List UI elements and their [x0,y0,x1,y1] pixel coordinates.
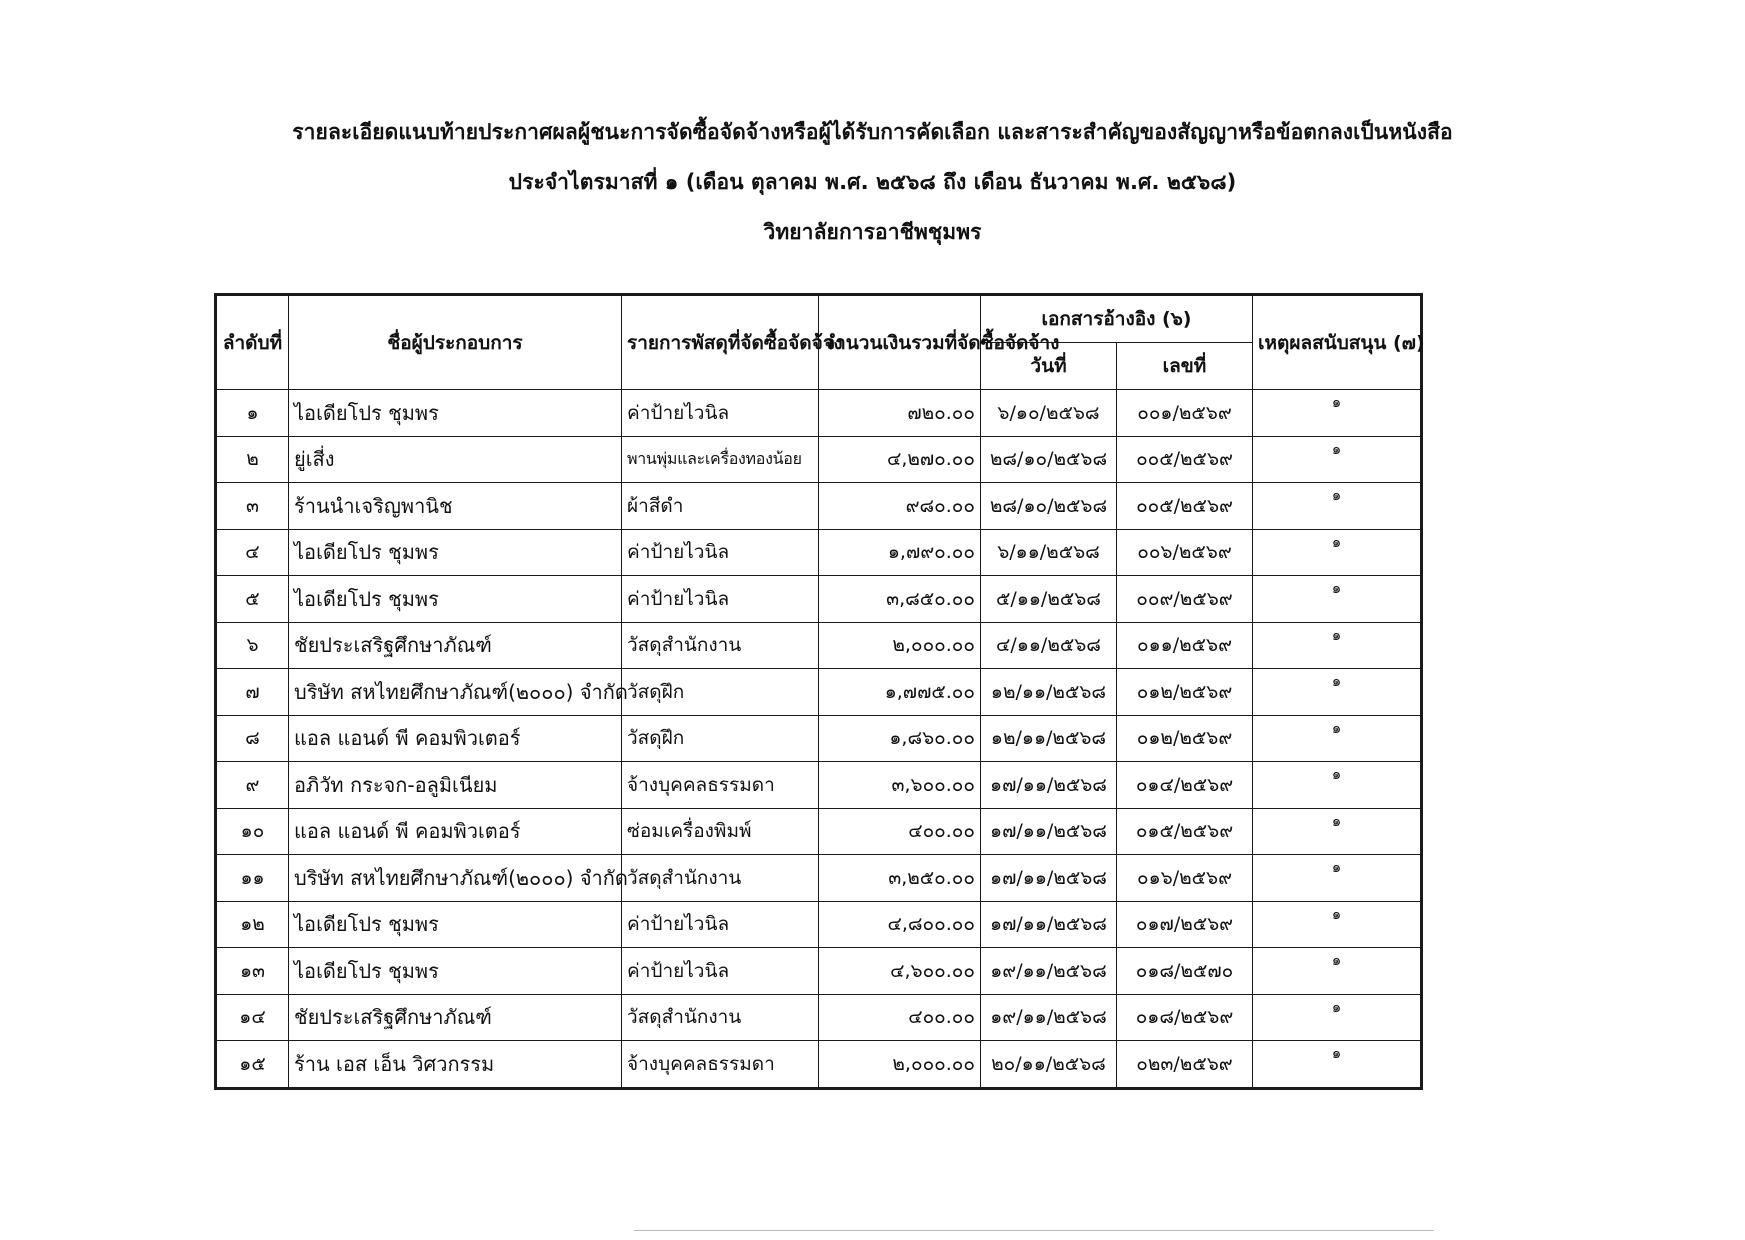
table-row [216,576,1422,623]
row-reason: ๑ [1253,390,1422,437]
row-seq: ๑๔ [216,994,289,1041]
procurement-table [214,293,1423,1090]
row-reason: ๑ [1253,901,1422,948]
row-number: ๐๑๕/๒๕๖๙ [1117,808,1253,855]
row-date: ๑๗/๑๑/๒๕๖๘ [981,808,1117,855]
footer-rule [634,1230,1434,1231]
table-row [216,948,1422,995]
table-row [216,529,1422,576]
row-item: ค่าป้ายไวนิล [622,948,819,995]
row-vendor: แอล แอนด์ พี คอมพิวเตอร์ [289,715,622,762]
row-item: ค่าป้ายไวนิล [622,901,819,948]
row-number: ๐๐๖/๒๕๖๙ [1117,529,1253,576]
row-item: วัสดุฝึก [622,669,819,716]
row-item: ค่าป้ายไวนิล [622,529,819,576]
row-item: จ้างบุคคลธรรมดา [622,1041,819,1089]
row-item: ผ้าสีดำ [622,483,819,530]
document-period: ประจำไตรมาสที่ ๑ (เดือน ตุลาคม พ.ศ. ๒๕๖๘ ถึง เดือน ธันวาคม พ.ศ. ๒๕๖๘) [508,170,1237,194]
row-seq: ๑๑ [216,855,289,902]
row-amount: ๔๐๐.๐๐ [819,994,981,1041]
row-amount: ๙๘๐.๐๐ [819,483,981,530]
row-vendor: ร้านนำเจริญพานิช [289,483,622,530]
row-date: ๑๗/๑๑/๒๕๖๘ [981,762,1117,809]
row-amount: ๔,๖๐๐.๐๐ [819,948,981,995]
row-seq: ๓ [216,483,289,530]
row-item: ค่าป้ายไวนิล [622,390,819,437]
row-item: ค่าป้ายไวนิล [622,576,819,623]
row-vendor: บริษัท สหไทยศึกษาภัณฑ์(๒๐๐๐) จำกัด [289,669,622,716]
row-date: ๖/๑๑/๒๕๖๘ [981,529,1117,576]
column-header-seq: ลำดับที่ [216,295,289,390]
row-number: ๐๑๘/๒๕๖๙ [1117,994,1253,1041]
row-date: ๑๗/๑๑/๒๕๖๘ [981,901,1117,948]
row-vendor: อภิวัท กระจก-อลูมิเนียม [289,762,622,809]
row-amount: ๒,๐๐๐.๐๐ [819,622,981,669]
row-amount: ๓,๒๕๐.๐๐ [819,855,981,902]
table-row [216,994,1422,1041]
row-date: ๑๒/๑๑/๒๕๖๘ [981,715,1117,762]
row-seq: ๑ [216,390,289,437]
row-item: วัสดุสำนักงาน [622,994,819,1041]
row-amount: ๑,๗๗๕.๐๐ [819,669,981,716]
row-amount: ๗๒๐.๐๐ [819,390,981,437]
table-row [216,901,1422,948]
column-header-vendor: ชื่อผู้ประกอบการ [289,295,622,390]
row-number: ๐๑๒/๒๕๖๙ [1117,669,1253,716]
table-row [216,715,1422,762]
row-item: วัสดุฝึก [622,715,819,762]
row-item: วัสดุสำนักงาน [622,622,819,669]
column-header-ref-docs: เอกสารอ้างอิง (๖) [981,295,1253,343]
row-amount: ๔๐๐.๐๐ [819,808,981,855]
row-date: ๒๘/๑๐/๒๕๖๘ [981,483,1117,530]
row-date: ๑๒/๑๑/๒๕๖๘ [981,669,1117,716]
row-date: ๒๘/๑๐/๒๕๖๘ [981,436,1117,483]
row-reason: ๑ [1253,622,1422,669]
row-date: ๒๐/๑๑/๒๕๖๘ [981,1041,1117,1089]
row-amount: ๔,๘๐๐.๐๐ [819,901,981,948]
column-header-item: รายการพัสดุที่จัดซื้อจัดจ้าง [622,295,819,390]
row-date: ๑๗/๑๑/๒๕๖๘ [981,855,1117,902]
row-seq: ๙ [216,762,289,809]
row-reason: ๑ [1253,436,1422,483]
column-header-reason: เหตุผลสนับสนุน (๗) [1253,295,1422,390]
row-vendor: ไอเดียโปร ชุมพร [289,901,622,948]
row-vendor: ชัยประเสริฐศึกษาภัณฑ์ [289,994,622,1041]
row-number: ๐๑๘/๒๕๗๐ [1117,948,1253,995]
table-row [216,390,1422,437]
row-date: ๖/๑๐/๒๕๖๘ [981,390,1117,437]
row-amount: ๒,๐๐๐.๐๐ [819,1041,981,1089]
column-header-amount: จำนวนเงินรวมที่จัดซื้อจัดจ้าง [819,295,981,390]
table-row [216,483,1422,530]
row-date: ๑๙/๑๑/๒๕๖๘ [981,948,1117,995]
row-item: วัสดุสำนักงาน [622,855,819,902]
row-number: ๐๑๒/๒๕๖๙ [1117,715,1253,762]
row-number: ๐๑๑/๒๕๖๙ [1117,622,1253,669]
row-reason: ๑ [1253,483,1422,530]
row-seq: ๗ [216,669,289,716]
row-reason: ๑ [1253,669,1422,716]
row-item: ซ่อมเครื่องพิมพ์ [622,808,819,855]
document-title: รายละเอียดแนบท้ายประกาศผลผู้ชนะการจัดซื้อจัดจ้างหรือผู้ได้รับการคัดเลือก และสาระสำคัญของสัญญาหรือข้อตกลงเป็นหนังสือ [292,120,1453,144]
row-seq: ๑๒ [216,901,289,948]
column-header-date: วันที่ [981,343,1117,390]
row-vendor: ชัยประเสริฐศึกษาภัณฑ์ [289,622,622,669]
column-header-number: เลขที่ [1117,343,1253,390]
row-number: ๐๒๓/๒๕๖๙ [1117,1041,1253,1089]
row-vendor: ไอเดียโปร ชุมพร [289,948,622,995]
table-row [216,762,1422,809]
row-vendor: ไอเดียโปร ชุมพร [289,529,622,576]
row-vendor: ยู่เสี่ง [289,436,622,483]
row-reason: ๑ [1253,529,1422,576]
row-reason: ๑ [1253,715,1422,762]
row-vendor: แอล แอนด์ พี คอมพิวเตอร์ [289,808,622,855]
row-number: ๐๑๖/๒๕๖๙ [1117,855,1253,902]
row-vendor: บริษัท สหไทยศึกษาภัณฑ์(๒๐๐๐) จำกัด [289,855,622,902]
row-seq: ๑๐ [216,808,289,855]
row-item: จ้างบุคคลธรรมดา [622,762,819,809]
table-row [216,669,1422,716]
row-vendor: ไอเดียโปร ชุมพร [289,390,622,437]
row-reason: ๑ [1253,576,1422,623]
row-amount: ๑,๘๖๐.๐๐ [819,715,981,762]
row-reason: ๑ [1253,855,1422,902]
table-row [216,808,1422,855]
row-seq: ๔ [216,529,289,576]
row-number: ๐๐๑/๒๕๖๙ [1117,390,1253,437]
row-vendor: ร้าน เอส เอ็น วิศวกรรม [289,1041,622,1089]
organization-name: วิทยาลัยการอาชีพชุมพร [763,220,982,244]
row-number: ๐๑๗/๒๕๖๙ [1117,901,1253,948]
row-seq: ๑๕ [216,1041,289,1089]
table-row [216,436,1422,483]
row-reason: ๑ [1253,948,1422,995]
row-item: พานพุ่มและเครื่องทองน้อย [622,436,819,483]
table-row [216,1041,1422,1089]
row-number: ๐๑๔/๒๕๖๙ [1117,762,1253,809]
row-reason: ๑ [1253,808,1422,855]
row-reason: ๑ [1253,762,1422,809]
row-seq: ๘ [216,715,289,762]
row-seq: ๑๓ [216,948,289,995]
row-date: ๔/๑๑/๒๕๖๘ [981,622,1117,669]
row-amount: ๔,๒๗๐.๐๐ [819,436,981,483]
row-number: ๐๐๕/๒๕๖๙ [1117,483,1253,530]
row-amount: ๓,๘๕๐.๐๐ [819,576,981,623]
row-reason: ๑ [1253,994,1422,1041]
row-date: ๕/๑๑/๒๕๖๘ [981,576,1117,623]
row-number: ๐๐๙/๒๕๖๙ [1117,576,1253,623]
table-row [216,622,1422,669]
row-vendor: ไอเดียโปร ชุมพร [289,576,622,623]
table-body [216,390,1422,1089]
row-amount: ๓,๖๐๐.๐๐ [819,762,981,809]
table-row [216,855,1422,902]
row-seq: ๕ [216,576,289,623]
row-reason: ๑ [1253,1041,1422,1089]
row-date: ๑๙/๑๑/๒๕๖๘ [981,994,1117,1041]
row-seq: ๖ [216,622,289,669]
row-seq: ๒ [216,436,289,483]
row-number: ๐๐๕/๒๕๖๙ [1117,436,1253,483]
row-amount: ๑,๗๙๐.๐๐ [819,529,981,576]
